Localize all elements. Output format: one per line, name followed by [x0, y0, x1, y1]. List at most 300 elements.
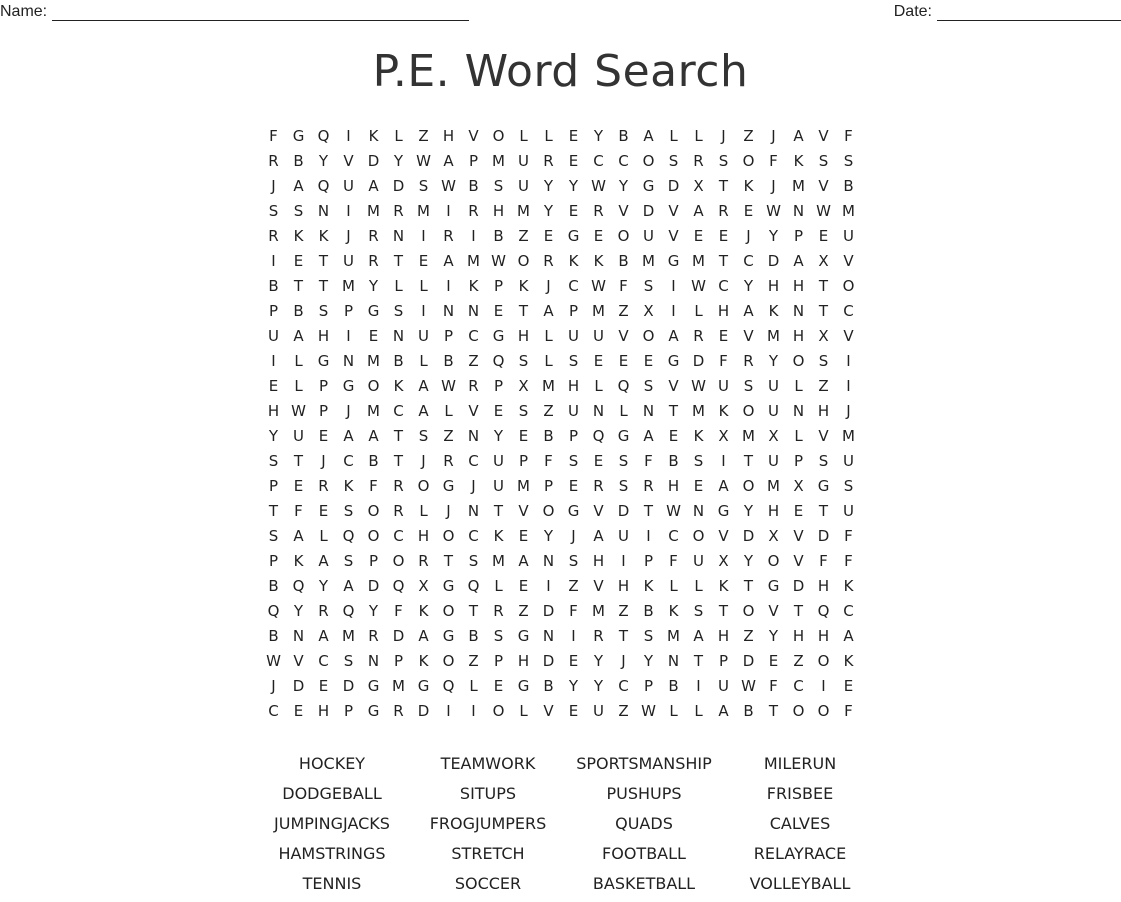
- grid-letter: I: [421, 227, 426, 245]
- grid-letter: Y: [393, 152, 404, 170]
- grid-letter: U: [418, 327, 429, 345]
- grid-letter: A: [418, 402, 429, 420]
- grid-letter: N: [292, 627, 305, 645]
- grid-letter: E: [668, 427, 679, 445]
- grid-letter: U: [643, 227, 654, 245]
- word-list-row: [254, 872, 878, 902]
- grid-letter: E: [768, 652, 779, 670]
- grid-letter: B: [293, 152, 304, 170]
- grid-letter: G: [442, 627, 455, 645]
- grid-letter: S: [693, 452, 704, 470]
- grid-letter: Z: [468, 352, 479, 370]
- grid-letter: H: [567, 377, 580, 395]
- grid-letter: U: [343, 252, 354, 270]
- grid-letter: K: [718, 577, 729, 595]
- grid-letter: W: [441, 177, 456, 195]
- grid-letter: P: [493, 652, 504, 670]
- grid-letter: B: [743, 702, 754, 720]
- grid-letter: R: [393, 477, 404, 495]
- grid-letter: K: [643, 577, 654, 595]
- grid-letter: V: [793, 527, 804, 545]
- grid-letter: A: [843, 627, 854, 645]
- grid-letter: G: [617, 427, 630, 445]
- grid-letter: V: [668, 202, 679, 220]
- grid-letter: O: [642, 327, 655, 345]
- grid-letter: E: [568, 477, 579, 495]
- grid-letter: M: [517, 202, 530, 220]
- grid-letter: B: [468, 627, 479, 645]
- grid-letter: N: [392, 227, 405, 245]
- grid-letter: B: [493, 227, 504, 245]
- grid-row: [261, 199, 861, 224]
- word-list-item: SOCCER: [454, 874, 522, 893]
- word-list-item: CALVES: [769, 814, 831, 833]
- grid-letter: R: [268, 152, 279, 170]
- grid-letter: G: [367, 702, 380, 720]
- grid-letter: L: [694, 577, 703, 595]
- grid-letter: L: [319, 527, 328, 545]
- grid-letter: V: [818, 427, 829, 445]
- grid-letter: P: [568, 427, 579, 445]
- grid-letter: X: [418, 577, 429, 595]
- grid-letter: N: [792, 402, 805, 420]
- grid-letter: H: [617, 577, 630, 595]
- grid-letter: G: [342, 377, 355, 395]
- grid-letter: Y: [368, 277, 379, 295]
- grid-letter: E: [593, 227, 604, 245]
- grid-letter: Y: [268, 427, 279, 445]
- grid-letter: I: [271, 252, 276, 270]
- grid-letter: X: [693, 177, 704, 195]
- date-blank-line[interactable]: [937, 3, 1121, 21]
- grid-letter: R: [443, 227, 454, 245]
- word-list-item: HOCKEY: [298, 754, 366, 773]
- grid-letter: R: [543, 252, 554, 270]
- grid-letter: J: [771, 177, 776, 195]
- grid-letter: B: [468, 177, 479, 195]
- grid-letter: O: [742, 152, 755, 170]
- grid-letter: K: [293, 552, 304, 570]
- grid-letter: W: [441, 377, 456, 395]
- grid-letter: L: [669, 702, 678, 720]
- grid-letter: P: [268, 477, 279, 495]
- word-list-item: MILERUN: [763, 754, 837, 773]
- grid-letter: G: [517, 677, 530, 695]
- grid-letter: E: [568, 152, 579, 170]
- grid-letter: U: [768, 377, 779, 395]
- grid-row: [261, 224, 861, 249]
- grid-letter: L: [519, 702, 528, 720]
- grid-letter: C: [618, 152, 629, 170]
- grid-letter: Y: [593, 677, 604, 695]
- grid-letter: O: [842, 277, 855, 295]
- grid-letter: R: [368, 627, 379, 645]
- grid-letter: F: [394, 602, 403, 620]
- grid-letter: S: [693, 602, 704, 620]
- grid-letter: E: [593, 352, 604, 370]
- grid-letter: T: [818, 302, 829, 320]
- grid-letter: O: [767, 552, 780, 570]
- grid-letter: I: [696, 677, 701, 695]
- grid-letter: A: [668, 327, 679, 345]
- grid-letter: F: [769, 152, 778, 170]
- grid-letter: Y: [318, 577, 329, 595]
- grid-letter: O: [542, 502, 555, 520]
- grid-letter: Y: [743, 552, 754, 570]
- grid-letter: M: [392, 677, 405, 695]
- grid-letter: Y: [293, 602, 304, 620]
- grid-letter: M: [467, 252, 480, 270]
- grid-letter: G: [717, 502, 730, 520]
- grid-letter: O: [742, 602, 755, 620]
- grid-letter: I: [546, 577, 551, 595]
- grid-letter: U: [493, 477, 504, 495]
- grid-letter: B: [368, 452, 379, 470]
- grid-letter: V: [843, 327, 854, 345]
- grid-row: [261, 574, 861, 599]
- grid-letter: A: [318, 552, 329, 570]
- grid-row: [261, 624, 861, 649]
- grid-letter: U: [568, 327, 579, 345]
- grid-letter: I: [646, 527, 651, 545]
- grid-letter: U: [768, 402, 779, 420]
- grid-letter: P: [493, 277, 504, 295]
- word-list-item: FROGJUMPERS: [429, 814, 547, 833]
- grid-letter: G: [817, 477, 830, 495]
- grid-letter: M: [842, 202, 855, 220]
- grid-letter: R: [693, 152, 704, 170]
- grid-letter: E: [318, 502, 329, 520]
- page-title: P.E. Word Search: [372, 46, 749, 97]
- grid-letter: J: [321, 452, 326, 470]
- grid-letter: Y: [768, 352, 779, 370]
- word-list-item: SITUPS: [459, 784, 517, 803]
- grid-letter: K: [718, 402, 729, 420]
- grid-letter: G: [667, 252, 680, 270]
- grid-letter: R: [393, 502, 404, 520]
- grid-letter: U: [693, 552, 704, 570]
- grid-letter: A: [293, 177, 304, 195]
- grid-letter: Z: [518, 602, 529, 620]
- grid-row: [261, 674, 861, 699]
- grid-letter: K: [318, 227, 329, 245]
- grid-letter: J: [621, 652, 626, 670]
- grid-letter: L: [694, 127, 703, 145]
- grid-letter: S: [818, 452, 829, 470]
- grid-letter: Y: [568, 177, 579, 195]
- grid-letter: U: [718, 677, 729, 695]
- grid-letter: F: [619, 277, 628, 295]
- grid-letter: V: [843, 252, 854, 270]
- grid-letter: C: [618, 677, 629, 695]
- grid-letter: T: [468, 602, 479, 620]
- grid-letter: S: [818, 152, 829, 170]
- grid-letter: E: [568, 652, 579, 670]
- grid-letter: P: [643, 677, 654, 695]
- grid-letter: L: [544, 127, 553, 145]
- grid-letter: T: [768, 702, 779, 720]
- grid-letter: U: [493, 452, 504, 470]
- grid-letter: D: [767, 252, 780, 270]
- grid-letter: G: [442, 477, 455, 495]
- word-list-item: TEAMWORK: [440, 754, 536, 773]
- grid-letter: L: [394, 277, 403, 295]
- grid-letter: U: [343, 177, 354, 195]
- grid-letter: S: [818, 352, 829, 370]
- grid-letter: C: [843, 302, 854, 320]
- grid-letter: I: [846, 352, 851, 370]
- grid-letter: S: [318, 302, 329, 320]
- grid-letter: K: [418, 652, 429, 670]
- grid-letter: E: [293, 702, 304, 720]
- grid-letter: L: [594, 377, 603, 395]
- grid-letter: A: [793, 127, 804, 145]
- grid-letter: V: [793, 552, 804, 570]
- grid-letter: P: [268, 552, 279, 570]
- grid-letter: A: [368, 177, 379, 195]
- grid-letter: M: [792, 177, 805, 195]
- grid-letter: Z: [618, 602, 629, 620]
- grid-letter: H: [317, 702, 330, 720]
- grid-letter: D: [642, 202, 655, 220]
- grid-letter: L: [669, 577, 678, 595]
- grid-letter: L: [294, 352, 303, 370]
- grid-row: [261, 599, 861, 624]
- date-field[interactable]: [894, 3, 1121, 21]
- grid-letter: Y: [768, 227, 779, 245]
- grid-letter: L: [694, 302, 703, 320]
- grid-letter: T: [643, 502, 654, 520]
- grid-letter: L: [469, 677, 478, 695]
- grid-letter: N: [367, 652, 380, 670]
- grid-row: [261, 324, 861, 349]
- grid-letter: F: [569, 602, 578, 620]
- grid-letter: I: [471, 702, 476, 720]
- grid-letter: D: [792, 577, 805, 595]
- grid-letter: R: [543, 152, 554, 170]
- grid-letter: N: [467, 502, 480, 520]
- grid-letter: A: [693, 627, 704, 645]
- grid-letter: S: [643, 277, 654, 295]
- grid-letter: E: [843, 677, 854, 695]
- grid-letter: S: [568, 452, 579, 470]
- grid-letter: O: [742, 402, 755, 420]
- grid-letter: F: [844, 702, 853, 720]
- grid-letter: S: [618, 452, 629, 470]
- grid-letter: F: [819, 552, 828, 570]
- grid-letter: L: [794, 427, 803, 445]
- grid-letter: F: [644, 452, 653, 470]
- grid-letter: V: [668, 377, 679, 395]
- grid-letter: B: [393, 352, 404, 370]
- grid-letter: Y: [618, 177, 629, 195]
- grid-letter: A: [743, 302, 754, 320]
- grid-letter: O: [817, 702, 830, 720]
- grid-letter: R: [318, 477, 329, 495]
- word-list-item: FOOTBALL: [602, 844, 686, 863]
- grid-row: [261, 549, 861, 574]
- grid-letter: O: [492, 127, 505, 145]
- grid-letter: F: [269, 127, 278, 145]
- grid-letter: S: [643, 377, 654, 395]
- grid-letter: L: [694, 702, 703, 720]
- grid-letter: B: [668, 452, 679, 470]
- grid-letter: I: [346, 202, 351, 220]
- grid-letter: S: [843, 152, 854, 170]
- grid-letter: O: [742, 477, 755, 495]
- grid-letter: F: [844, 127, 853, 145]
- grid-letter: Z: [468, 652, 479, 670]
- grid-row: [261, 249, 861, 274]
- grid-letter: R: [443, 452, 454, 470]
- grid-letter: A: [293, 327, 304, 345]
- grid-letter: O: [442, 652, 455, 670]
- grid-letter: E: [518, 527, 529, 545]
- grid-letter: S: [643, 627, 654, 645]
- grid-row: [261, 349, 861, 374]
- grid-letter: S: [843, 477, 854, 495]
- grid-letter: H: [817, 402, 830, 420]
- grid-letter: C: [393, 402, 404, 420]
- grid-letter: C: [468, 327, 479, 345]
- grid-letter: U: [593, 702, 604, 720]
- grid-letter: E: [493, 677, 504, 695]
- grid-letter: F: [844, 527, 853, 545]
- grid-letter: C: [318, 652, 329, 670]
- grid-letter: M: [367, 402, 380, 420]
- grid-letter: H: [417, 527, 430, 545]
- grid-letter: V: [618, 327, 629, 345]
- grid-letter: D: [342, 677, 355, 695]
- grid-letter: C: [343, 452, 354, 470]
- grid-letter: E: [493, 402, 504, 420]
- grid-letter: C: [718, 277, 729, 295]
- grid-letter: A: [293, 527, 304, 545]
- grid-letter: Y: [568, 677, 579, 695]
- grid-letter: P: [793, 452, 804, 470]
- grid-letter: N: [467, 302, 480, 320]
- grid-letter: B: [543, 677, 554, 695]
- grid-letter: M: [692, 402, 705, 420]
- grid-letter: Y: [493, 427, 504, 445]
- grid-letter: O: [792, 352, 805, 370]
- grid-letter: S: [568, 352, 579, 370]
- grid-letter: J: [346, 402, 351, 420]
- grid-letter: K: [668, 602, 679, 620]
- grid-letter: O: [392, 552, 405, 570]
- grid-letter: C: [268, 702, 279, 720]
- grid-letter: I: [621, 552, 626, 570]
- grid-letter: P: [718, 652, 729, 670]
- grid-letter: A: [543, 302, 554, 320]
- grid-letter: U: [618, 527, 629, 545]
- grid-letter: Z: [818, 377, 829, 395]
- grid-letter: N: [592, 402, 605, 420]
- grid-letter: P: [318, 377, 329, 395]
- grid-letter: J: [421, 452, 426, 470]
- grid-row: [261, 174, 861, 199]
- grid-letter: L: [544, 352, 553, 370]
- grid-letter: W: [741, 677, 756, 695]
- grid-letter: B: [268, 277, 279, 295]
- grid-letter: D: [367, 152, 380, 170]
- grid-letter: O: [642, 152, 655, 170]
- grid-letter: Y: [368, 602, 379, 620]
- grid-letter: U: [768, 452, 779, 470]
- grid-letter: Q: [817, 602, 830, 620]
- grid-letter: Y: [543, 527, 554, 545]
- grid-letter: E: [718, 227, 729, 245]
- grid-letter: E: [568, 202, 579, 220]
- grid-letter: V: [743, 327, 754, 345]
- grid-letter: E: [593, 452, 604, 470]
- grid-letter: G: [642, 177, 655, 195]
- grid-letter: M: [342, 277, 355, 295]
- grid-letter: K: [843, 577, 854, 595]
- grid-letter: M: [592, 302, 605, 320]
- grid-letter: F: [544, 452, 553, 470]
- grid-letter: I: [471, 227, 476, 245]
- grid-letter: R: [493, 602, 504, 620]
- grid-letter: V: [518, 502, 529, 520]
- grid-letter: T: [293, 452, 304, 470]
- grid-letter: U: [843, 227, 854, 245]
- grid-letter: R: [593, 627, 604, 645]
- grid-letter: Q: [442, 677, 455, 695]
- name-field[interactable]: [0, 3, 469, 21]
- name-blank-line[interactable]: [52, 3, 469, 21]
- grid-letter: P: [268, 302, 279, 320]
- grid-letter: E: [693, 227, 704, 245]
- grid-letter: T: [393, 452, 404, 470]
- grid-letter: X: [643, 302, 654, 320]
- grid-letter: H: [792, 277, 805, 295]
- grid-letter: S: [493, 177, 504, 195]
- grid-letter: I: [446, 202, 451, 220]
- grid-letter: P: [793, 227, 804, 245]
- grid-letter: E: [518, 427, 529, 445]
- grid-letter: M: [517, 477, 530, 495]
- grid-letter: J: [271, 677, 276, 695]
- grid-letter: R: [393, 202, 404, 220]
- grid-letter: I: [346, 327, 351, 345]
- grid-letter: J: [771, 127, 776, 145]
- word-list-item: VOLLEYBALL: [749, 874, 851, 893]
- grid-letter: S: [268, 202, 279, 220]
- word-list-item: PUSHUPS: [606, 784, 682, 803]
- grid-row: [261, 649, 861, 674]
- grid-letter: E: [693, 477, 704, 495]
- grid-row: [261, 299, 861, 324]
- date-label: Date:: [893, 3, 932, 20]
- word-list-item: SPORTSMANSHIP: [576, 754, 712, 773]
- grid-letter: X: [518, 377, 529, 395]
- grid-letter: E: [318, 677, 329, 695]
- grid-letter: H: [592, 552, 605, 570]
- grid-letter: T: [718, 602, 729, 620]
- grid-letter: I: [821, 677, 826, 695]
- grid-letter: M: [417, 202, 430, 220]
- grid-letter: E: [793, 502, 804, 520]
- grid-letter: S: [718, 152, 729, 170]
- grid-letter: M: [492, 152, 505, 170]
- grid-letter: K: [568, 252, 579, 270]
- letter-grid: [261, 124, 861, 724]
- grid-letter: A: [418, 377, 429, 395]
- grid-letter: A: [643, 127, 654, 145]
- grid-letter: Q: [392, 577, 405, 595]
- grid-letter: L: [544, 327, 553, 345]
